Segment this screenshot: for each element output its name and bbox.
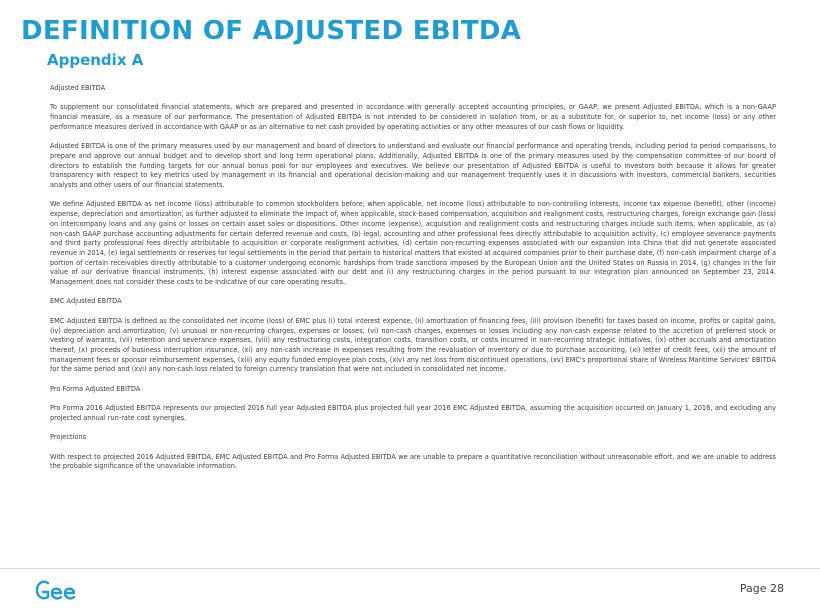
logo-letter-g	[37, 582, 48, 598]
footer-divider	[0, 568, 820, 569]
company-logo	[34, 577, 78, 608]
section-heading: Projections	[50, 433, 87, 442]
logo-letter-e	[65, 589, 74, 599]
body-paragraph: Pro Forma 2016 Adjusted EBITDA represents our projected 2016 full year Adjusted EBITDA plus projected full year 2016 EMC Adjusted EBITDA, assuming the acquisition occurred on January 1, 2016, and excluding any projected annual run-rate cost synergies.	[50, 404, 776, 422]
body-paragraph: Adjusted EBITDA is one of the primary measures used by our management and board of directors to understand and evaluate our financial performance and operating trends, including period to period comparisons, to prepare and approve our annual budget and to develop short and long term operational plans. Additionally, Adjusted EBITDA is one of the primary measures used by the compensation committee of our board of directors to establish the funding targets for our annual bonus pool for our employees and executives. We believe our presentation of Adjusted EBITDA is useful to investors both because it allows for greater transparency with respect to key metrics used by management in its financial and operational decision-making and our management frequently uses it in discussions with investors, commercial bankers, securities analysts and other users of our financial statements.	[50, 142, 776, 189]
page-subtitle: Appendix A	[47, 51, 144, 69]
body-paragraph: To supplement our consolidated financial statements, which are prepared and presented in accordance with generally accepted accounting principles, or GAAP, we present Adjusted EBITDA, which is a non-GAAP financial measure, as a measure of our performance. The presentation of Adjusted EBITDA is not intended to be considered in isolation from, or as a substitute for, or superior to, net income (loss) or any other performance measures derived in accordance with GAAP or as an alternative to net cash provided by operating activities or any other measures of our cash flows or liquidity.	[50, 103, 776, 131]
body-paragraph: EMC Adjusted EBITDA is defined as the consolidated net income (loss) of EMC plus (i) total interest expense, (ii) amortization of financing fees, (iii) provision (benefit) for taxes based on income, profits or capital gains, (iv) depreciation and amortization, (v) unusual or non-recurring charges, expenses or losses, (vi) non-cash charges, expenses or losses including any non-cash expense related to the accretion of preferred stock or vesting of warrants, (vii) retention and severance expenses, (viii) any restructuring costs, integration costs, transition costs, or costs incurred in non-recurring strategic initiatives, (ix) other accruals and amortization thereof, (x) proceeds of business interruption insurance, (xi) any non-cash increase in expenses resulting from the revaluation of inventory or due to purchase accounting, (xi) letter of credit fees, (xii) the amount of management fees or sponsor reimbursement expenses, (xiii) any equity funded employee plan costs, (xiv) any net loss from discontinued operations, (xv) EMC's proportional share of Wireless Maritime Services' EBITDA for the same period and (xvi) any non-cash loss related to foreign currency translation that were not included in consolidated net income.	[50, 316, 776, 374]
logo-letter-e	[52, 589, 61, 599]
section-heading: Pro Forma Adjusted EBITDA	[50, 384, 141, 393]
page-title: DEFINITION OF ADJUSTED EBITDA	[21, 16, 522, 46]
gee-logo-icon	[34, 577, 78, 603]
body-paragraph: We define Adjusted EBITDA as net income (loss) attributable to common stockholders before, when applicable, net income (loss) attributable to non-controlling interests, income tax expense (benefit), other (income) expense, depreciation and amortization, as further adjusted to eliminate the impact of, when applicable, stock-based compensation, acquisition and realignment costs, restructuring charges, foreign exchange gain (loss) on intercompany loans and any gains or losses on certain asset sales or dispositions. Other income (expense), acquisition and realignment costs and restructuring charges include such items, when applicable, as (a) non-cash GAAP purchase accounting adjustments for certain deferred revenue and costs, (b) legal, accounting and other professional fees directly attributable to acquisition activity, (c) employee severance payments and third party professional fees directly attributable to acquisition or corporate realignment activities, (d) certain non-recurring expenses associated with our expansion into China that did not generate associated revenue in 2014, (e) legal settlements or reserves for legal settlements in the period that pertain to historical matters that existed at acquired companies prior to their purchase date, (f) non-cash impairment charge of a portion of certain receivables directly attributable to a customer undergoing economic hardships from trade sanctions imposed by the European Union and the United States on Russia in 2014, (g) changes in the fair value of our derivative financial instruments, (h) interest expense associated with our debt and (i) any restructuring charges in the period pursuant to our integration plan announced on September 23, 2014. Management does not consider these costs to be indicative of our core operating results.	[50, 200, 776, 287]
body-paragraph: With respect to projected 2016 Adjusted EBITDA, EMC Adjusted EBITDA and Pro Forma Adjusted EBITDA we are unable to prepare a quantitative reconciliation without unreasonable effort, and we are unable to address the probable significance of the unavailable information.	[50, 452, 776, 471]
section-heading: EMC Adjusted EBITDA	[50, 297, 122, 306]
page-number: Page 28	[739, 582, 784, 595]
section-heading: Adjusted EBITDA	[50, 84, 106, 92]
body-content	[50, 84, 776, 482]
